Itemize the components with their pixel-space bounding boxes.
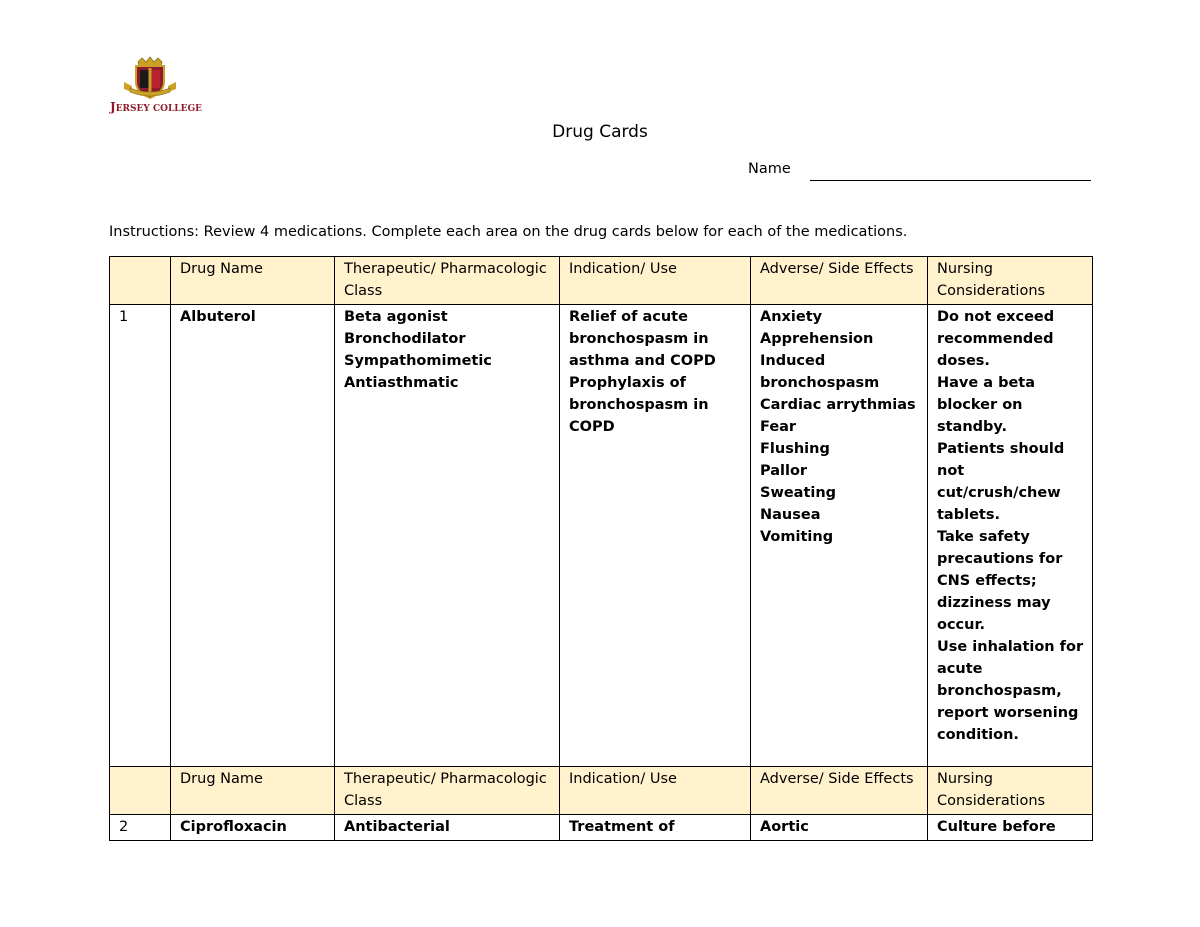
nursing-item: Patients should not cut/crush/chew tablets. <box>937 441 1065 523</box>
header-drug-name: Drug Name <box>171 257 335 305</box>
drug-adverse-cell: Aortic <box>751 815 928 841</box>
class-item: Beta agonist <box>344 309 448 325</box>
indication-item: Prophylaxis of bronchospasm in COPD <box>569 375 709 435</box>
class-item: Sympathomimetic <box>344 353 492 369</box>
class-item: Antiasthmatic <box>344 375 459 391</box>
drug-class-cell <box>335 305 560 767</box>
header-drug-name: Drug Name <box>171 767 335 815</box>
header-class: Therapeutic/ Pharmacologic Class <box>335 257 560 305</box>
drug-class-cell: Antibacterial <box>335 815 560 841</box>
jersey-college-logo <box>110 56 203 122</box>
adverse-item: Cardiac arrythmias <box>760 397 916 413</box>
adverse-item: Pallor <box>760 463 808 479</box>
header-class: Therapeutic/ Pharmacologic Class <box>335 767 560 815</box>
logo-text-rest: ERSEY COLLEGE <box>115 104 203 114</box>
header-number <box>110 257 171 305</box>
adverse-item: Induced bronchospasm <box>760 353 880 391</box>
adverse-item: Nausea <box>760 507 821 523</box>
header-indication: Indication/ Use <box>560 257 751 305</box>
nursing-item: Do not exceed recommended doses. <box>937 309 1055 369</box>
adverse-item: Vomiting <box>760 529 834 545</box>
nursing-item: Use inhalation for acute bronchospasm, report worsening condition. <box>937 639 1084 743</box>
adverse-item: Flushing <box>760 441 830 457</box>
drug-number: 1 <box>110 305 171 767</box>
drug-number: 2 <box>110 815 171 841</box>
drug-name: Albuterol <box>171 305 335 767</box>
header-indication: Indication/ Use <box>560 767 751 815</box>
table-header-row <box>110 257 1093 305</box>
document-title: Drug Cards <box>552 122 648 142</box>
nursing-item: Have a beta blocker on standby. <box>937 375 1036 435</box>
drug-nursing-cell: Culture before <box>928 815 1093 841</box>
adverse-item: Anxiety <box>760 309 823 325</box>
header-adverse-effects: Adverse/ Side Effects <box>751 767 928 815</box>
table-row <box>110 815 1093 841</box>
adverse-item: Sweating <box>760 485 837 501</box>
drug-adverse-cell <box>751 305 928 767</box>
adverse-item: Apprehension <box>760 331 874 347</box>
indication-item: Relief of acute bronchospasm in asthma and COPD <box>569 309 716 369</box>
header-nursing-considerations: Nursing Considerations <box>928 257 1093 305</box>
name-field-line[interactable] <box>810 180 1091 181</box>
logo-text-initial: J <box>110 100 116 114</box>
crest-icon <box>110 56 190 100</box>
name-label: Name <box>748 161 791 177</box>
drug-name: Ciprofloxacin <box>171 815 335 841</box>
drug-nursing-cell <box>928 305 1093 767</box>
header-number <box>110 767 171 815</box>
nursing-item: Take safety precautions for CNS effects; dizziness may occur. <box>937 529 1063 633</box>
header-adverse-effects: Adverse/ Side Effects <box>751 257 928 305</box>
header-nursing-considerations: Nursing Considerations <box>928 767 1093 815</box>
drug-indication-cell: Treatment of <box>560 815 751 841</box>
table-row <box>110 305 1093 767</box>
class-item: Bronchodilator <box>344 331 466 347</box>
instructions-text: Instructions: Review 4 medications. Complete each area on the drug cards below for each of the medications. <box>109 224 908 240</box>
adverse-item: Fear <box>760 419 797 435</box>
table-header-row <box>110 767 1093 815</box>
drug-indication-cell <box>560 305 751 767</box>
drug-cards-table <box>109 256 1093 841</box>
